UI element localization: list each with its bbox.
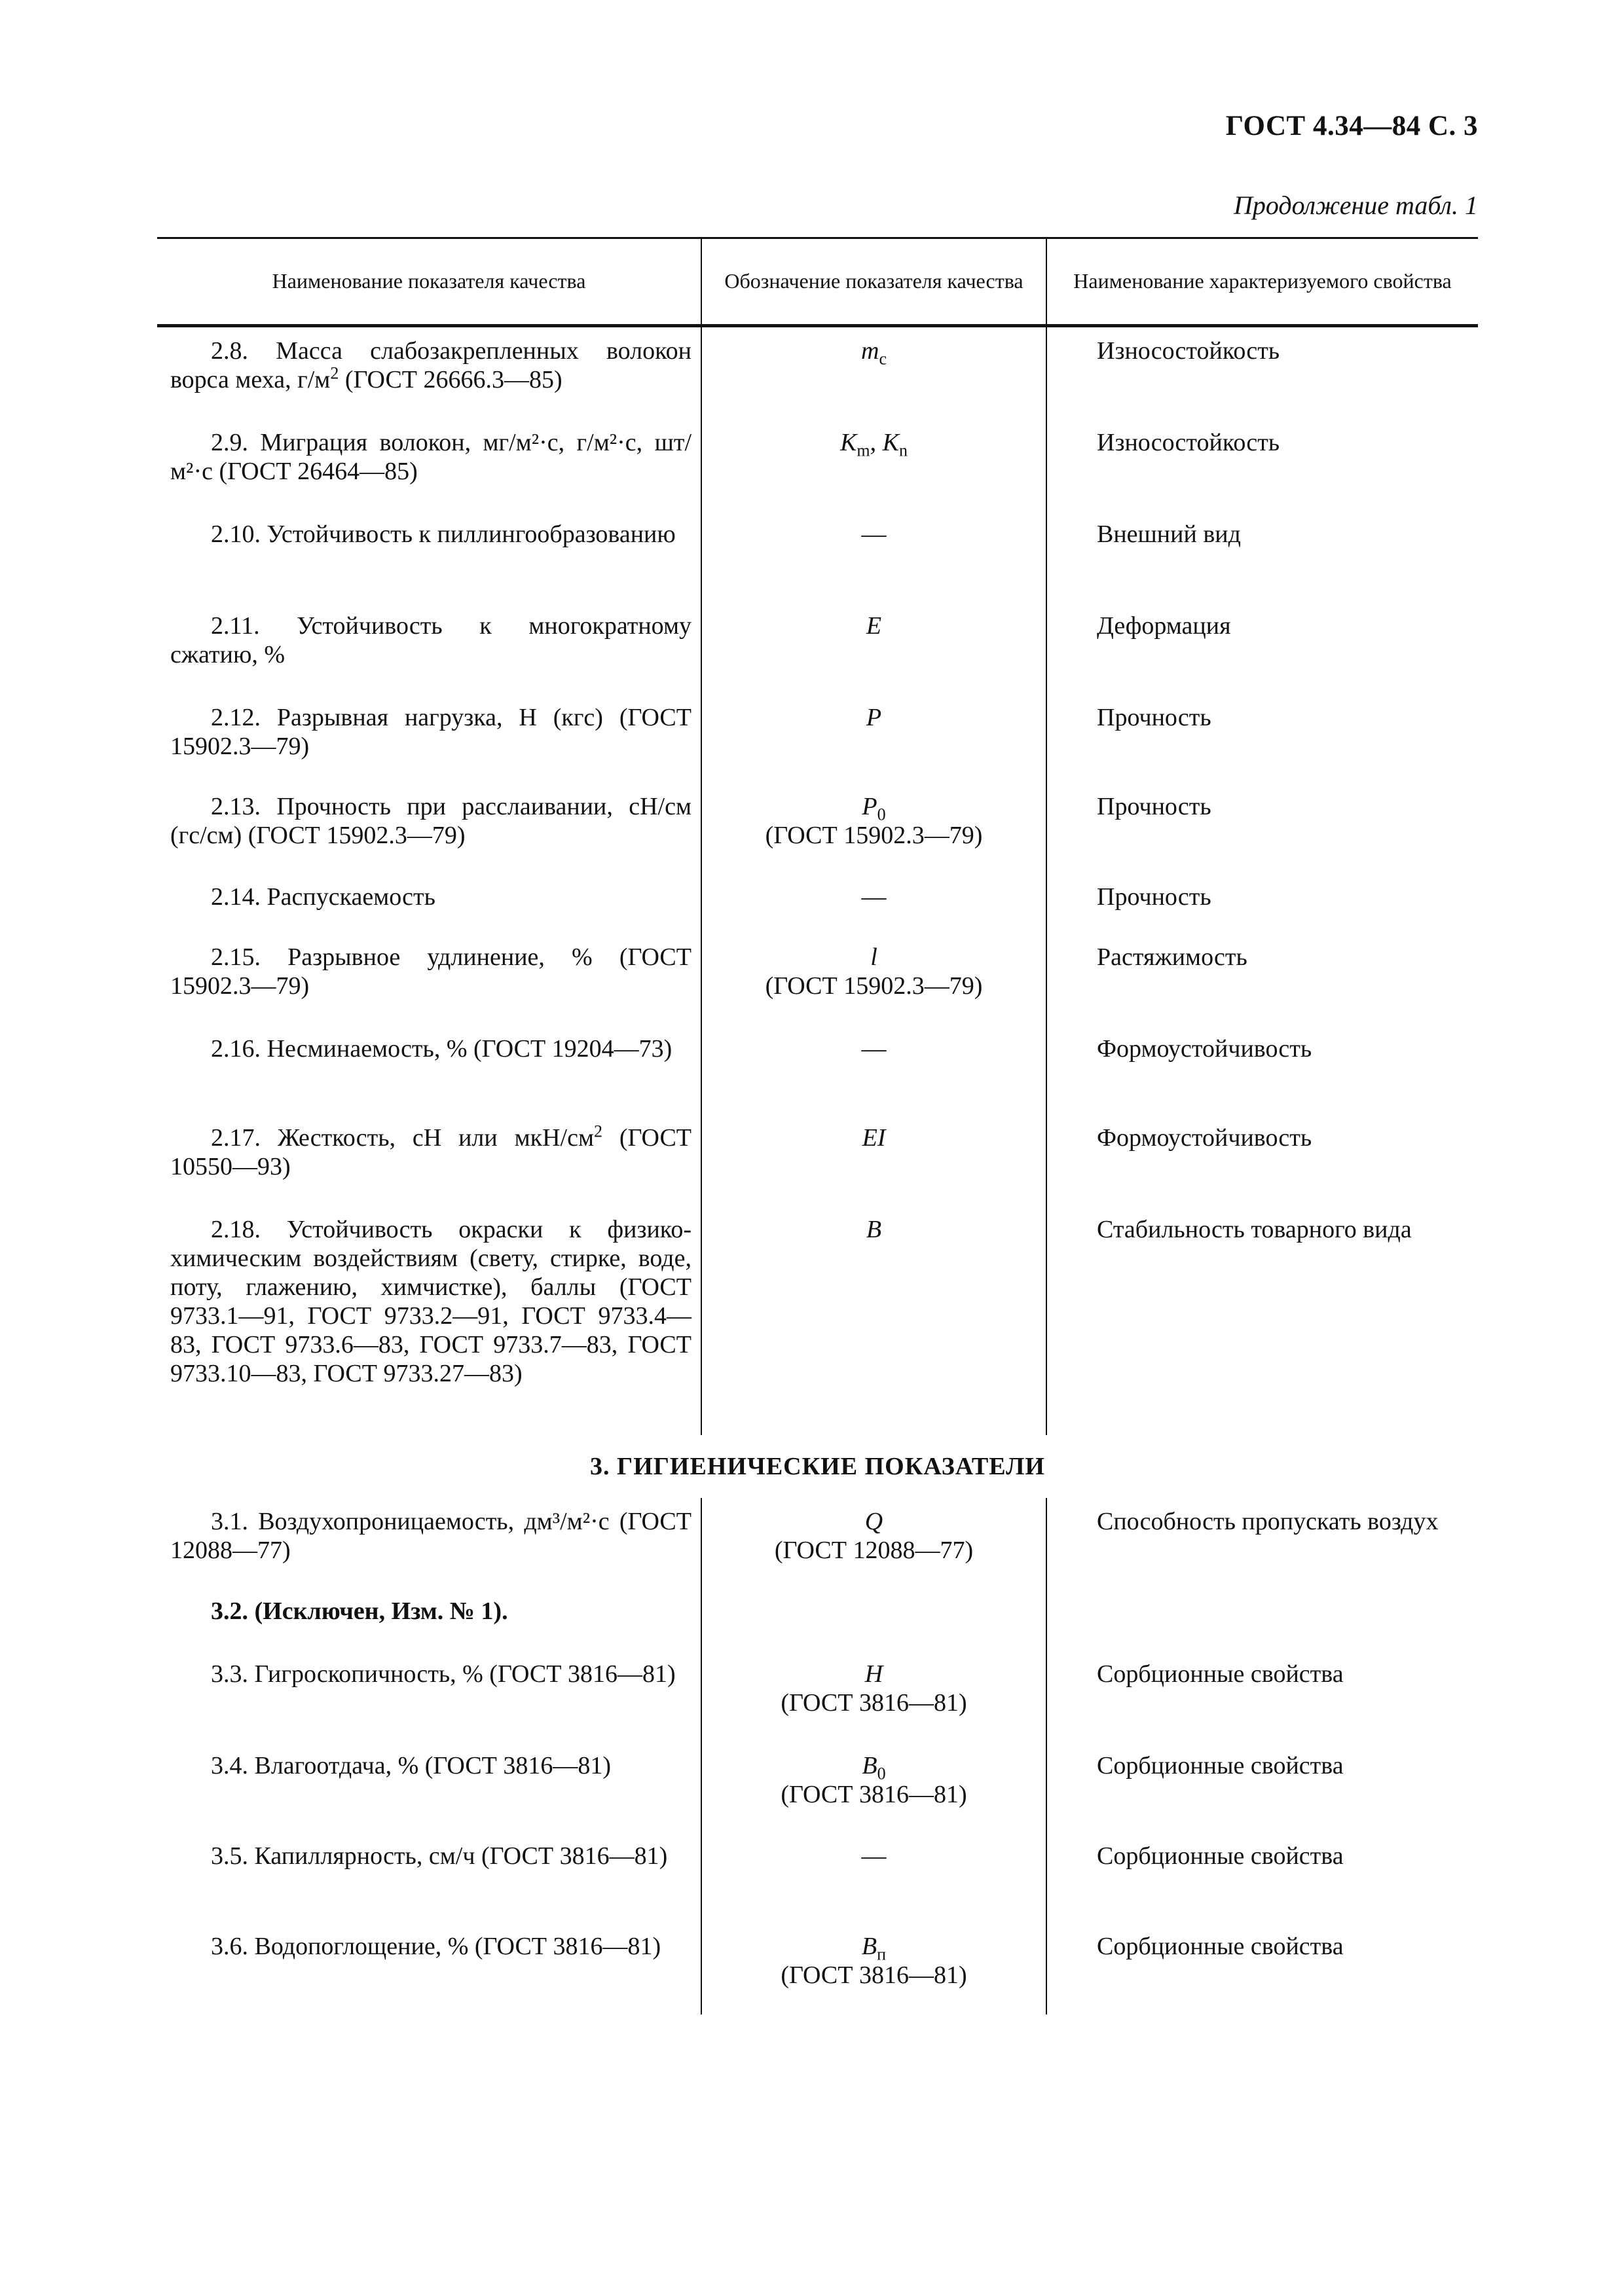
indicator-name bbox=[170, 1842, 691, 1870]
property-name-cell: Износостойкость bbox=[1046, 419, 1478, 511]
table-row bbox=[157, 1588, 1478, 1650]
indicator-name bbox=[170, 1932, 691, 1961]
table-row bbox=[157, 1923, 1478, 2014]
symbol-letter: m bbox=[861, 337, 879, 365]
indicator-name-cell bbox=[157, 1832, 701, 1923]
symbol-letter: — bbox=[861, 520, 887, 548]
table-continuation-label: Продолжение табл. 1 bbox=[1233, 191, 1478, 220]
symbol-letter: — bbox=[861, 1842, 887, 1870]
indicator-name bbox=[170, 883, 691, 911]
table-row bbox=[157, 1114, 1478, 1206]
table-body-part1 bbox=[157, 327, 1478, 1435]
indicator-name-cell bbox=[157, 1206, 701, 1435]
indicator-name-cell bbox=[157, 419, 701, 511]
page-header-doc-code: ГОСТ 4.34—84 С. 3 bbox=[1225, 111, 1478, 141]
indicator-name-text: 3.4. Влагоотдача, % (ГОСТ 3816—81) bbox=[211, 1752, 612, 1779]
indicator-symbol-cell bbox=[701, 873, 1046, 934]
property-name-cell: Деформация bbox=[1046, 602, 1478, 694]
symbol-reference: (ГОСТ 15902.3—79) bbox=[765, 972, 983, 1000]
table-row bbox=[157, 1650, 1478, 1742]
indicator-symbol-cell bbox=[701, 327, 1046, 419]
table-header-row bbox=[157, 239, 1478, 324]
indicator-symbol-cell bbox=[701, 1498, 1046, 1588]
property-name-cell: Внешний вид bbox=[1046, 511, 1478, 602]
indicator-symbol bbox=[702, 611, 1046, 640]
symbol-letter: P bbox=[862, 793, 877, 820]
indicator-symbol bbox=[702, 1660, 1046, 1688]
symbol-letter: — bbox=[861, 1035, 887, 1063]
indicator-name-text: 3.2. (Исключен, Изм. № 1). bbox=[211, 1597, 508, 1625]
indicator-name-text: 3.5. Капиллярность, см/ч (ГОСТ 3816—81) bbox=[211, 1842, 668, 1870]
indicator-name-cell bbox=[157, 1923, 701, 2014]
indicator-name-cell bbox=[157, 1742, 701, 1832]
symbol-letter: B bbox=[862, 1752, 877, 1779]
property-name-cell: Способность пропускать воздух bbox=[1046, 1498, 1478, 1588]
symbol-letter: K bbox=[840, 429, 857, 456]
indicator-name-cell bbox=[157, 934, 701, 1025]
table-body-part2 bbox=[157, 1498, 1478, 2014]
indicator-symbol-cell bbox=[701, 602, 1046, 694]
property-name-cell: Формоустойчивость bbox=[1046, 1114, 1478, 1206]
indicator-symbol-cell bbox=[701, 1650, 1046, 1742]
indicator-name-text: 2.15. Разрывное удлинение, % (ГОСТ 15902.3—79) bbox=[170, 943, 691, 1000]
indicator-symbol bbox=[702, 1751, 1046, 1783]
column-header-indicator-symbol: Обозначение показателя качества bbox=[701, 239, 1046, 324]
indicator-name-cell bbox=[157, 327, 701, 419]
indicator-symbol-cell bbox=[701, 694, 1046, 783]
symbol-reference: (ГОСТ 15902.3—79) bbox=[765, 822, 983, 849]
table-row bbox=[157, 1832, 1478, 1923]
symbol-reference: (ГОСТ 3816—81) bbox=[781, 1689, 967, 1717]
indicator-symbol-cell bbox=[701, 1832, 1046, 1923]
indicator-name-cell bbox=[157, 602, 701, 694]
indicator-symbol bbox=[702, 792, 1046, 824]
indicator-name-text: 2.16. Несминаемость, % (ГОСТ 19204—73) bbox=[211, 1035, 673, 1063]
indicator-name bbox=[170, 792, 691, 850]
indicator-name-text-tail: (ГОСТ 10550—93) bbox=[170, 1124, 691, 1180]
indicator-name-text: 2.13. Прочность при расслаивании, сН/см (гс/см) (ГОСТ 15902.3—79) bbox=[170, 793, 691, 849]
indicator-name-text: 2.17. Жесткость, сН или мкН/см bbox=[211, 1124, 594, 1152]
symbol-separator: , bbox=[870, 429, 883, 456]
indicator-name-cell bbox=[157, 1588, 701, 1650]
symbol-reference: (ГОСТ 12088—77) bbox=[774, 1537, 974, 1564]
indicator-name-cell bbox=[157, 694, 701, 783]
table-row bbox=[157, 511, 1478, 602]
indicator-name bbox=[170, 1123, 691, 1181]
symbol-reference: (ГОСТ 3816—81) bbox=[781, 1961, 967, 1989]
property-name-cell: Формоустойчивость bbox=[1046, 1025, 1478, 1114]
property-name-cell: Сорбционные свойства bbox=[1046, 1650, 1478, 1742]
property-name-cell: Растяжимость bbox=[1046, 934, 1478, 1025]
indicator-symbol-cell bbox=[701, 1742, 1046, 1832]
table-row bbox=[157, 873, 1478, 934]
indicator-name bbox=[170, 520, 691, 549]
property-name-cell: Прочность bbox=[1046, 694, 1478, 783]
indicator-name bbox=[170, 1507, 691, 1565]
indicator-symbol bbox=[702, 1507, 1046, 1536]
indicator-symbol-cell bbox=[701, 1923, 1046, 2014]
property-name-cell bbox=[1046, 1588, 1478, 1650]
column-header-property-name: Наименование характеризуемого свойства bbox=[1046, 239, 1478, 324]
indicator-name-cell bbox=[157, 783, 701, 873]
indicator-symbol bbox=[702, 1842, 1046, 1870]
indicator-name bbox=[170, 1034, 691, 1063]
indicator-symbol bbox=[702, 520, 1046, 549]
indicator-symbol bbox=[702, 883, 1046, 911]
indicator-name-cell bbox=[157, 1025, 701, 1114]
property-name-cell: Износостойкость bbox=[1046, 327, 1478, 419]
indicator-symbol-cell bbox=[701, 934, 1046, 1025]
symbol-letter: H bbox=[864, 1660, 883, 1688]
indicator-symbol-cell bbox=[701, 1206, 1046, 1435]
indicator-name-superscript: 2 bbox=[330, 363, 339, 383]
indicator-name-text: 2.18. Устойчивость окраски к физико-химическим воздействиям (свету, стирке, воде, поту, глажению, химчистке), баллы (ГОСТ 9733.1—91, ГОСТ 9733.2—91, ГОСТ 9733.4—83, ГОСТ 9733.6—83, ГОСТ 9733.7—83, ГОСТ 9733.10—83, ГОСТ 9733.27—83) bbox=[170, 1216, 691, 1387]
property-name-cell: Стабильность товарного вида bbox=[1046, 1206, 1478, 1435]
table-row bbox=[157, 1742, 1478, 1832]
indicator-name bbox=[170, 337, 691, 394]
indicator-name-cell bbox=[157, 1498, 701, 1588]
indicator-name-text: 3.3. Гигроскопичность, % (ГОСТ 3816—81) bbox=[211, 1660, 676, 1688]
indicator-name bbox=[170, 1597, 691, 1626]
indicator-name-text: 2.8. Масса слабозакрепленных волокон ворса меха, г/м bbox=[170, 337, 691, 393]
indicator-name bbox=[170, 1215, 691, 1388]
table-row bbox=[157, 694, 1478, 783]
table-row bbox=[157, 327, 1478, 419]
indicator-name-cell bbox=[157, 511, 701, 602]
table-row bbox=[157, 602, 1478, 694]
indicator-name-text: 2.12. Разрывная нагрузка, Н (кгс) (ГОСТ 15902.3—79) bbox=[170, 704, 691, 760]
symbol-subscript: c bbox=[879, 349, 887, 369]
indicator-symbol-cell bbox=[701, 511, 1046, 602]
indicator-symbol-cell bbox=[701, 419, 1046, 511]
table-row bbox=[157, 1498, 1478, 1588]
indicator-name-cell bbox=[157, 873, 701, 934]
symbol-letter: B bbox=[866, 1216, 882, 1243]
column-header-indicator-name: Наименование показателя качества bbox=[272, 269, 586, 293]
indicator-symbol bbox=[702, 943, 1046, 972]
table-row bbox=[157, 1025, 1478, 1114]
indicator-name-text: 3.6. Водопоглощение, % (ГОСТ 3816—81) bbox=[211, 1933, 661, 1960]
indicator-name bbox=[170, 703, 691, 761]
indicator-name-superscript: 2 bbox=[594, 1121, 602, 1141]
symbol-letter: B bbox=[861, 1933, 877, 1960]
indicator-symbol-cell bbox=[701, 783, 1046, 873]
indicator-symbol bbox=[702, 1932, 1046, 1964]
indicator-name bbox=[170, 943, 691, 1000]
quality-indicators-table bbox=[157, 237, 1478, 2014]
indicator-name-text-tail: (ГОСТ 26666.3—85) bbox=[339, 366, 562, 393]
symbol-letter: — bbox=[861, 883, 887, 911]
symbol-subscript-second: n bbox=[898, 441, 908, 460]
table-row bbox=[157, 419, 1478, 511]
indicator-name bbox=[170, 611, 691, 669]
indicator-symbol-cell bbox=[701, 1025, 1046, 1114]
indicator-symbol bbox=[702, 1215, 1046, 1244]
section-title-hygienic: 3. ГИГИЕНИЧЕСКИЕ ПОКАЗАТЕЛИ bbox=[590, 1453, 1045, 1480]
indicator-name bbox=[170, 1660, 691, 1688]
property-name-cell: Сорбционные свойства bbox=[1046, 1832, 1478, 1923]
property-name-cell: Прочность bbox=[1046, 873, 1478, 934]
indicator-symbol bbox=[702, 703, 1046, 732]
indicator-name-text: 2.11. Устойчивость к многократному сжатию, % bbox=[170, 612, 691, 668]
indicator-symbol bbox=[702, 428, 1046, 460]
symbol-reference: (ГОСТ 3816—81) bbox=[781, 1781, 967, 1808]
indicator-symbol-cell bbox=[701, 1588, 1046, 1650]
indicator-name-text: 2.9. Миграция волокон, мг/м²·с, г/м²·с, шт/м²·с (ГОСТ 26464—85) bbox=[170, 429, 691, 485]
table-row bbox=[157, 783, 1478, 873]
symbol-letter: Q bbox=[864, 1508, 883, 1535]
symbol-letter-second: K bbox=[882, 429, 899, 456]
indicator-name-text: 2.14. Распускаемость bbox=[211, 883, 435, 911]
symbol-letter: EI bbox=[862, 1124, 886, 1152]
indicator-name-cell bbox=[157, 1650, 701, 1742]
indicator-name bbox=[170, 428, 691, 486]
indicator-symbol bbox=[702, 1123, 1046, 1152]
property-name-cell: Сорбционные свойства bbox=[1046, 1742, 1478, 1832]
symbol-letter: E bbox=[866, 612, 882, 640]
symbol-subscript: п bbox=[877, 1944, 887, 1964]
symbol-subscript: m bbox=[857, 441, 870, 460]
indicator-symbol bbox=[702, 1034, 1046, 1063]
property-name-cell: Сорбционные свойства bbox=[1046, 1923, 1478, 2014]
table-row bbox=[157, 1206, 1478, 1435]
symbol-letter: P bbox=[866, 704, 882, 731]
indicator-name bbox=[170, 1751, 691, 1780]
symbol-subscript: 0 bbox=[877, 805, 886, 824]
indicator-name-text: 3.1. Воздухопроницаемость, дм³/м²·с (ГОСТ 12088—77) bbox=[170, 1508, 691, 1564]
indicator-symbol-cell bbox=[701, 1114, 1046, 1206]
indicator-name-cell bbox=[157, 1114, 701, 1206]
property-name-cell: Прочность bbox=[1046, 783, 1478, 873]
indicator-name-text: 2.10. Устойчивость к пиллингообразованию bbox=[211, 520, 676, 548]
table-row bbox=[157, 934, 1478, 1025]
symbol-subscript: 0 bbox=[877, 1764, 886, 1783]
symbol-letter: l bbox=[870, 943, 877, 971]
indicator-symbol bbox=[702, 337, 1046, 369]
